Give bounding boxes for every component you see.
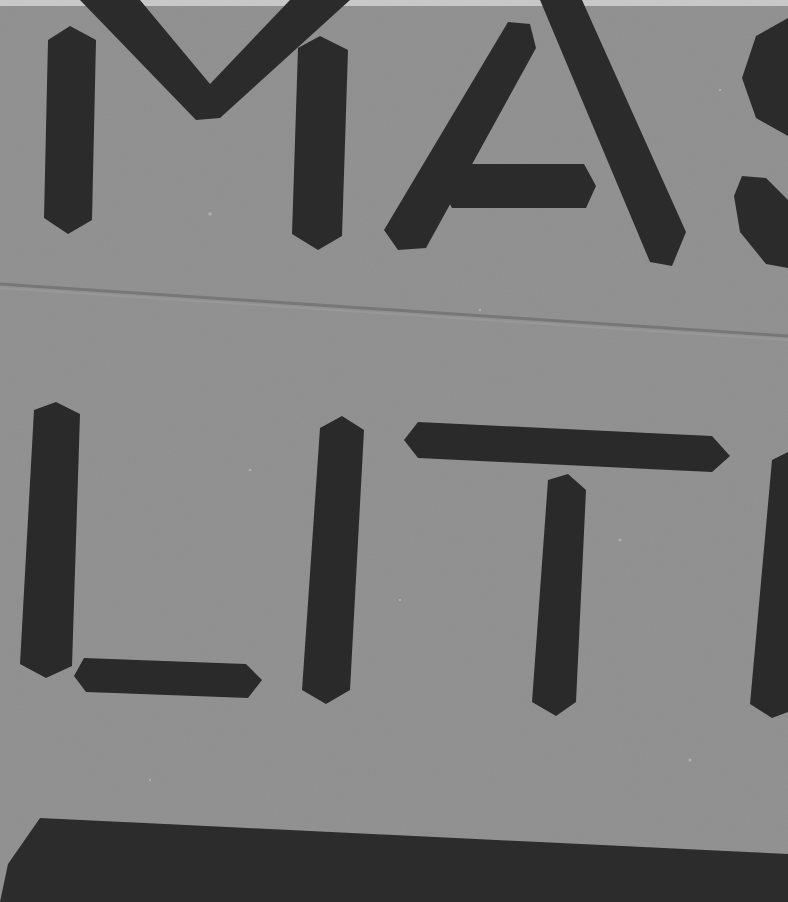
letter-l-base bbox=[74, 658, 262, 698]
letter-m-right-stroke bbox=[292, 36, 348, 250]
letter-m-left-stroke bbox=[44, 26, 96, 234]
letter-a-crossbar bbox=[440, 164, 596, 208]
